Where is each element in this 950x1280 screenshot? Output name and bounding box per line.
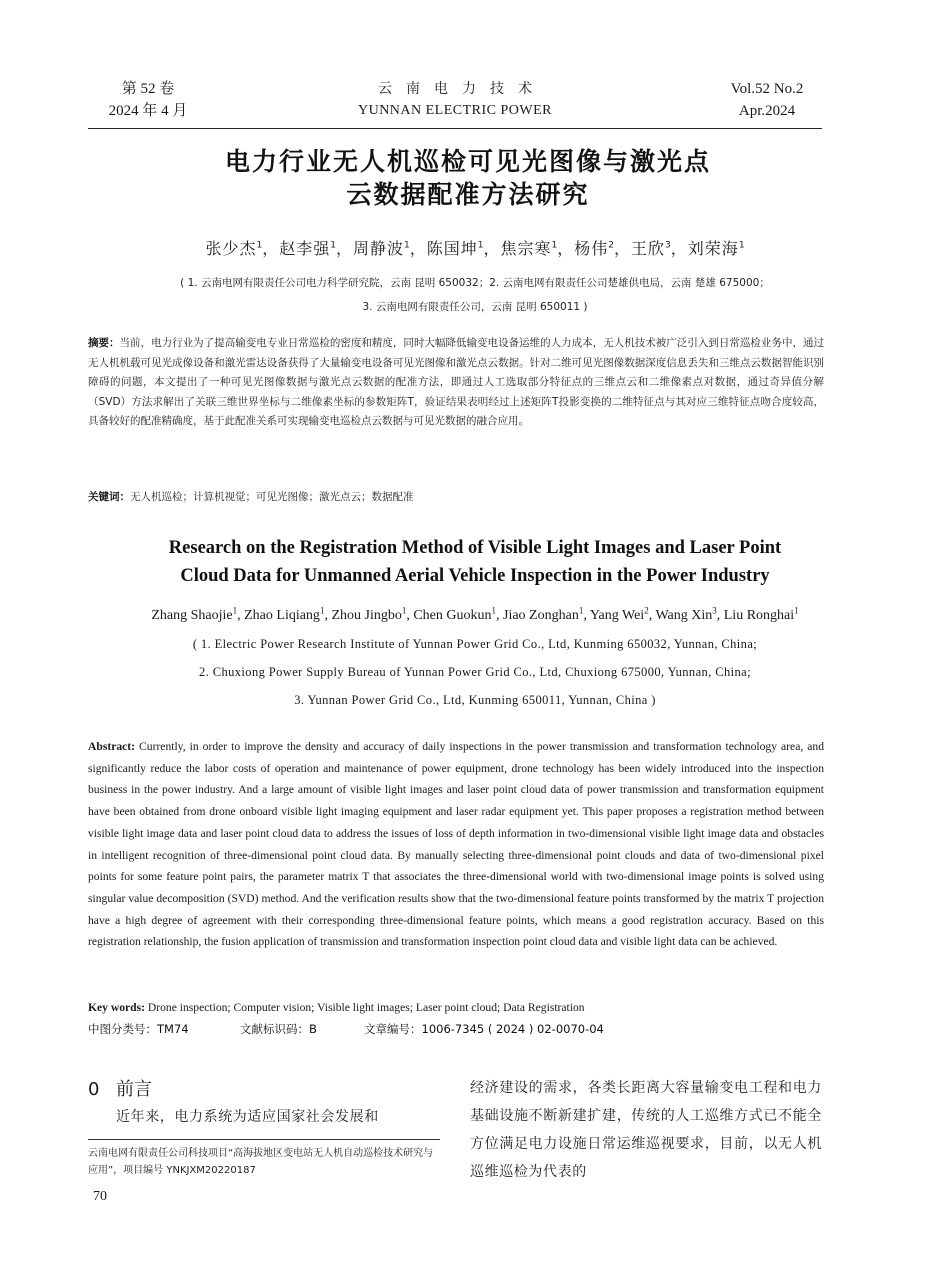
journal-name-cn: 云南电力技术 xyxy=(378,81,546,97)
abstract-en xyxy=(88,736,824,953)
keywords-cn-label: 关键词： xyxy=(88,491,130,503)
author xyxy=(574,239,614,258)
intro-paragraph-left: 近年来，电力系统为适应国家社会发展和 xyxy=(116,1109,379,1125)
author-name: Zhao Liqiang xyxy=(244,608,320,623)
volume-cn: 第 52 卷 xyxy=(121,81,175,97)
author-affiliation-mark: 1 xyxy=(401,605,407,616)
title-cn-line1: 电力行业无人机巡检可见光图像与激光点 xyxy=(224,147,711,176)
section-title: 前言 xyxy=(116,1079,152,1100)
abstract-en-label: Abstract: xyxy=(88,740,136,753)
abstract-en-text: Currently, in order to improve the density and accuracy of daily inspections in the power transmission and transformation technology area, and significantly reduce the labor costs of operation and maintenance of power equipment, drone technology has been widely introduced into the inspection business in the power industry. And a large amount of visible light images and laser point cloud data of power transmission and transformation equipment have been obtained from drone onboard visible light imaging equipment and laser radar equipment yet. This paper proposes a registration method between visible light image data and laser point cloud data to address the issues of loss of depth information in two-dimensional visible light image data and obstacles in intelligent recognition of three-dimensional point cloud data. By manually selecting three-dimensional point clouds and data of two-dimensional pixel points for some feature point pairs, the parameter matrix T that associates the three-dimensional world with two-dimensional image points is solved using singular value decomposition (SVD) method. And the verification results show that the two-dimensional feature points transformed by the matrix T projection have a high degree of agreement with their corresponding three-dimensional feature points, which means a good registration accuracy. Based on this registration relationship, the fusion application of transmission and transformation inspection point cloud data and visible light data can be achieved. xyxy=(88,740,824,949)
footnote-divider xyxy=(88,1139,440,1140)
author-list-en: Zhang Shaojie$^1$, Zhao Liqiang$^1$, Zhou Jingbo$^1$, Chen Guokun$^1$, Jiao Zonghan$^1$, Yang Wei$^2$, Wang Xin$^3$, Liu Ronghai$^1$ xyxy=(151,605,799,623)
paper-title-cn xyxy=(88,145,848,211)
article-number: 文章编号：1006-7345 ( 2024 ) 02-0070-04 xyxy=(364,1022,604,1036)
author xyxy=(205,239,262,258)
author-affiliation-mark: 1 xyxy=(738,240,745,251)
author xyxy=(688,239,745,258)
author-name: Liu Ronghai xyxy=(723,608,795,623)
keywords-en-label: Key words: xyxy=(88,1001,145,1014)
affiliation-en-line2: 2. Chuxiong Power Supply Bureau of Yunnan Power Grid Co., Ltd, Chuxiong 675000, Yunnan, China; xyxy=(199,665,751,679)
affiliation-en-line1: ( 1. Electric Power Research Institute of Yunnan Power Grid Co., Ltd, Kunming 650032, Yunnan, China; xyxy=(192,637,758,651)
author-affiliation-mark: 1 xyxy=(403,240,410,251)
date-en: Apr.2024 xyxy=(738,103,796,119)
author-name: Wang Xin xyxy=(655,608,713,623)
author xyxy=(503,605,584,623)
author-affiliation-mark: 1 xyxy=(319,605,325,616)
author xyxy=(723,605,799,623)
author-affiliation-mark: 3 xyxy=(665,240,671,251)
author-affiliation-mark: 1 xyxy=(330,240,336,251)
affiliations-cn xyxy=(70,271,880,319)
author-name: Chen Guokun xyxy=(413,608,492,623)
affiliation-cn-line1: ( 1. 云南电网有限责任公司电力科学研究院，云南 昆明 650032；2. 云南电网有限责任公司楚雄供电局，云南 楚雄 675000； xyxy=(180,277,770,289)
author-name: Jiao Zonghan xyxy=(503,608,579,623)
author xyxy=(501,239,558,258)
title-en-line1: Research on the Registration Method of Visible Light Images and Laser Point xyxy=(168,538,782,558)
abstract-cn-text: 当前，电力行业为了提高输变电专业日常巡检的密度和精度，同时大幅降低输变电设备运维的人力成本，无人机技术被广泛引入到日常巡检业务中，通过无人机机载可见光成像设备和激光雷达设备获得了大量输变电设备可见光图像和激光点云数据。针对二维可见光图像数据深度信息丢失和三维点云数据智能识别障碍的问题，本文提出了一种可见光图像数据与激光点云数据的配准方法，即通过人工选取部分特征点的三维点云和二维像素点对数据，通过奇异值分解（SVD）方法求解出了关联三维世界坐标与二维像素坐标的参数矩阵T，验证结果表明经过上述矩阵T投影变换的二维特征点与其对应三维特征点吻合度较高，具备较好的配准精确度，基于此配准关系可实现输变电巡检点云数据与可见光数据的融合应用。 xyxy=(88,337,825,428)
author-list-cn: 张少杰$^1$，赵李强$^1$，周静波$^1$，陈国坤$^1$，焦宗寒$^1$，杨伟$^2$，王欣$^3$，刘荣海$^1$ xyxy=(205,239,745,258)
author xyxy=(151,605,238,623)
date-cn: 2024 年 4 月 xyxy=(108,103,188,119)
clc-number: 中图分类号：TM74 xyxy=(88,1022,189,1036)
author-affiliation-mark: 3 xyxy=(712,605,717,616)
author-name: 赵李强 xyxy=(279,239,331,258)
author-affiliation-mark: 2 xyxy=(608,240,615,251)
author-affiliation-mark: 1 xyxy=(477,240,484,251)
abstract-cn xyxy=(88,334,824,432)
section-number: 0 xyxy=(88,1079,100,1100)
header-left xyxy=(88,78,208,122)
author-affiliation-mark: 1 xyxy=(232,605,238,616)
paper-title-en xyxy=(80,534,870,590)
author xyxy=(631,239,671,258)
header-journal xyxy=(278,78,632,122)
classification-line xyxy=(88,1019,824,1040)
keywords-cn xyxy=(88,487,824,507)
author xyxy=(413,605,496,623)
author-affiliation-mark: 1 xyxy=(551,240,558,251)
keywords-cn-text: 无人机巡检；计算机视觉；可见光图像；激光点云；数据配准 xyxy=(130,491,414,503)
keywords-en xyxy=(88,997,824,1018)
volume-en: Vol.52 No.2 xyxy=(730,81,804,97)
author-name: 王欣 xyxy=(631,239,666,258)
affiliation-en-line3: 3. Yunnan Power Grid Co., Ltd, Kunming 650011, Yunnan, China ) xyxy=(294,693,656,707)
author-name: Yang Wei xyxy=(589,608,645,623)
author xyxy=(427,239,484,258)
title-cn-line2: 云数据配准方法研究 xyxy=(346,180,590,209)
author xyxy=(279,239,336,258)
author xyxy=(244,605,325,623)
author xyxy=(655,605,717,623)
running-header xyxy=(88,78,822,129)
journal-name-en: YUNNAN ELECTRIC POWER xyxy=(357,103,553,118)
funding-footnote: 云南电网有限责任公司科技项目“高海拔地区变电站无人机自动巡检技术研究与应用”，项目编号 YNKJXM20220187 xyxy=(88,1148,434,1176)
author-name: Zhou Jingbo xyxy=(331,608,402,623)
affiliation-cn-line2: 3. 云南电网有限责任公司，云南 昆明 650011 ) xyxy=(362,301,588,313)
keywords-en-text: Drone inspection; Computer vision; Visible light images; Laser point cloud; Data Registration xyxy=(147,1001,585,1014)
author-name: 刘荣海 xyxy=(687,239,739,258)
author-affiliation-mark: 1 xyxy=(794,605,799,616)
author xyxy=(353,239,410,258)
author-affiliation-mark: 1 xyxy=(256,240,263,251)
page-number: 70 xyxy=(93,1189,107,1204)
header-right xyxy=(712,78,822,122)
author-name: 陈国坤 xyxy=(426,239,478,258)
author-affiliation-mark: 1 xyxy=(491,605,496,616)
author xyxy=(331,605,407,623)
intro-paragraph-right: 经济建设的需求，各类长距离大容量输变电工程和电力基础设施不断新建扩建，传统的人工巡维方式已不能全方位满足电力设施日常运维巡视要求，目前，以无人机巡维巡检为代表的 xyxy=(470,1080,822,1180)
author-name: 焦宗寒 xyxy=(500,239,552,258)
section-heading xyxy=(88,1078,152,1102)
author-name: 杨伟 xyxy=(574,239,609,258)
author-name: Zhang Shaojie xyxy=(151,608,233,623)
author-name: 周静波 xyxy=(352,239,404,258)
title-en-line2: Cloud Data for Unmanned Aerial Vehicle Inspection in the Power Industry xyxy=(180,566,770,586)
author xyxy=(589,605,649,623)
abstract-cn-label: 摘要： xyxy=(88,337,120,349)
author-affiliation-mark: 1 xyxy=(578,605,584,616)
document-code: 文献标识码：B xyxy=(240,1022,317,1036)
author-affiliation-mark: 2 xyxy=(644,605,649,616)
author-name: 张少杰 xyxy=(205,239,257,258)
